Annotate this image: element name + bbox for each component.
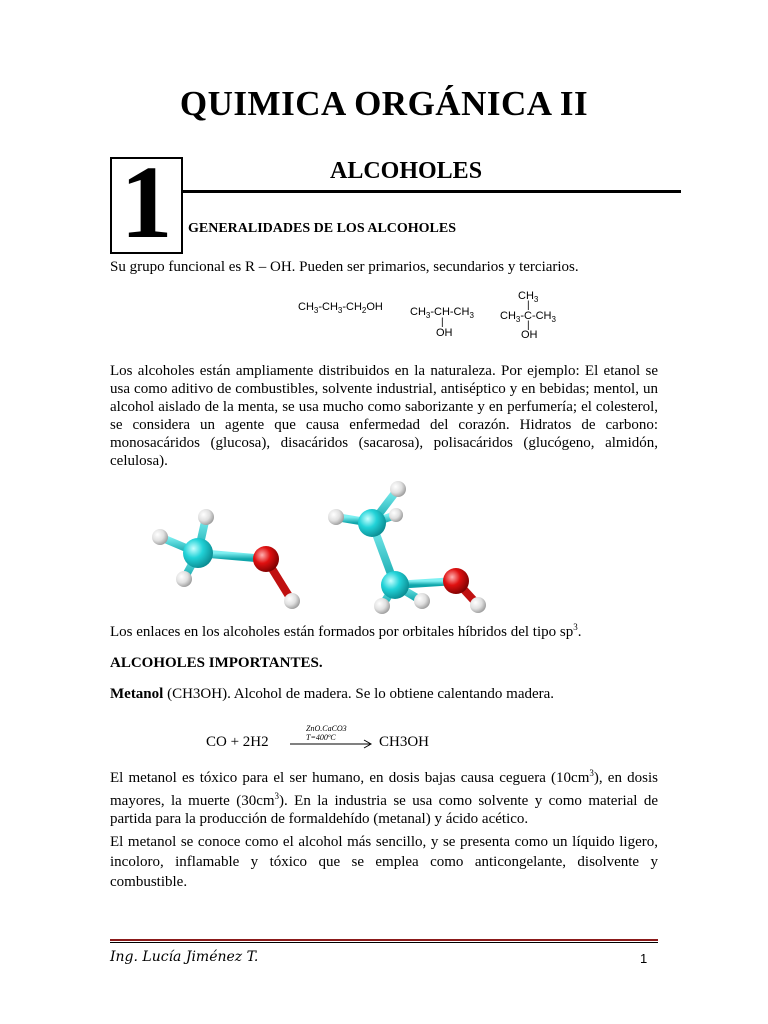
footer-rule — [110, 939, 658, 941]
reaction-catalyst: ZnO.CaCO3 — [306, 724, 347, 733]
formula-secondary-oh: OH — [436, 327, 453, 339]
methanol-intro: Metanol (CH3OH). Alcohol de madera. Se lo obtiene calentando madera. — [110, 686, 555, 702]
formula-primary: $CH_3-CH_3-CH_2OH$ — [298, 301, 383, 316]
methanol-toxicity: El metanol es tóxico para el ser humano, en dosis bajas causa ceguera $(10cm^3)$, en dosis mayores, la muerte $(30cm^3)$. En la industria se usa como solvente y como material de partida para la producción de formaldehído (metanal) y ácido acético. — [110, 768, 659, 827]
paragraph-distribution: Los alcoholes están ampliamente distribuidos en la naturaleza. Por ejemplo: El etanol se usa como aditivo de combustibles, solvente industrial, antiséptico y en bebidas; mentol, un alcohol aislado de la menta, se usa mucho como saborizante y en perfumería; el colesterol, se considera un agente que causa enfermedad del corazón. Hidratos de carbono: monosacáridos (glucosa), disacáridos (sacarosa), polisacáridos (glucógeno, almidón, celulosa). — [110, 363, 658, 469]
formula-tertiary-bond-bottom: | — [527, 320, 530, 331]
chapter-title: ALCOHOLES — [330, 158, 483, 184]
section-heading: GENERALIDADES DE LOS ALCOHOLES — [188, 221, 457, 236]
intro-paragraph: Su grupo funcional es R – OH. Pueden ser primarios, secundarios y terciarios. — [110, 259, 579, 275]
footer-author: Ing. Lucía Jiménez T. — [110, 949, 259, 965]
reaction-arrow — [290, 739, 376, 749]
ethanol-model — [328, 481, 486, 614]
chapter-number: 1 — [120, 145, 173, 260]
reaction-product: CH3OH — [379, 734, 430, 750]
footer-rule-thin — [110, 942, 658, 943]
methanol-description: El metanol se conoce como el alcohol más sencillo, y se presenta como un líquido ligero, incoloro, inflamable y tóxico que se emplea como anticongelante, disolvente y combustible. — [110, 834, 658, 890]
formula-tertiary-top: $CH_3$ — [518, 290, 539, 305]
bonds-paragraph: Los enlaces en los alcoholes están formados por orbitales híbridos del tipo $sp^3$. — [110, 622, 582, 640]
chapter-rule — [183, 190, 681, 193]
formula-tertiary-bond-top: | — [527, 300, 530, 311]
document-title: QUIMICA ORGÁNICA II — [179, 84, 589, 123]
formula-secondary-bond: | — [441, 317, 444, 328]
reaction-reactants: CO + 2H2 — [206, 734, 269, 750]
page-number: 1 — [640, 951, 648, 966]
methanol-model — [152, 509, 300, 609]
formula-tertiary-oh: OH — [521, 329, 538, 341]
reaction-temperature: T=400ºC — [306, 733, 336, 742]
molecule-models — [140, 475, 500, 615]
formula-secondary: $CH_3-CH-CH_3$ — [410, 306, 474, 321]
important-heading: ALCOHOLES IMPORTANTES. — [110, 655, 323, 671]
formula-tertiary: $CH_3-C-CH_3$ — [500, 310, 556, 325]
